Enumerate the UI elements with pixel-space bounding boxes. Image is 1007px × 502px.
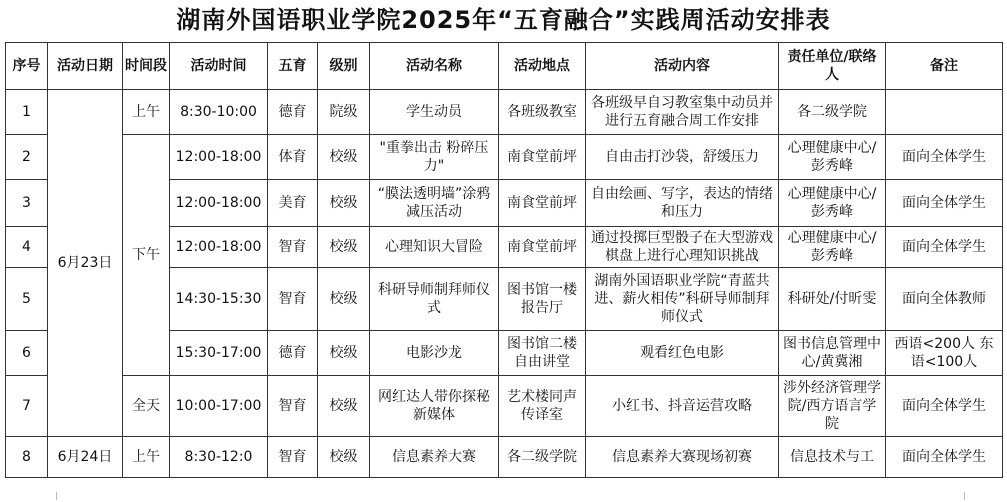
cell-no: 8: [6, 437, 48, 478]
cell-unit: 各二级学院: [779, 90, 886, 135]
cell-unit: 涉外经济管理学院/西方语言学院: [779, 376, 886, 437]
cell-no: 2: [6, 135, 48, 180]
header-cell: 级别: [318, 43, 370, 90]
cell-note: [886, 90, 1003, 135]
cell-date: 6月24日: [48, 437, 123, 478]
cell-period: 全天: [123, 376, 170, 437]
cell-period: 上午: [123, 90, 170, 135]
cell-time: 12:00-18:00: [170, 227, 268, 268]
cell-note: 西语<200人 东语<100人: [886, 331, 1003, 376]
cell-note: 面向全体教师: [886, 268, 1003, 331]
crop-mark: [956, 492, 965, 500]
crop-mark: [56, 492, 65, 500]
cell-yu: 德育: [268, 331, 318, 376]
cell-no: 5: [6, 268, 48, 331]
cell-note: 面向全体学生: [886, 227, 1003, 268]
table-row: [6, 376, 1003, 437]
cell-unit: 信息技术与工: [779, 437, 886, 478]
table-row: [6, 135, 1003, 180]
cell-yu: 智育: [268, 376, 318, 437]
cell-name: 电影沙龙: [370, 331, 499, 376]
cell-yu: 体育: [268, 135, 318, 180]
table-row: [6, 90, 1003, 135]
cell-content: 湖南外国语职业学院“青蓝共进、薪火相传”科研导师制拜师仪式: [586, 268, 779, 331]
cell-place: 南食堂前坪: [499, 227, 586, 268]
cell-no: 6: [6, 331, 48, 376]
cell-no: 4: [6, 227, 48, 268]
cell-yu: 美育: [268, 180, 318, 227]
header-cell: 活动时间: [170, 43, 268, 90]
cell-period: 上午: [123, 437, 170, 478]
cell-level: 校级: [318, 135, 370, 180]
cell-date: 6月23日: [48, 90, 123, 437]
cell-place: 南食堂前坪: [499, 135, 586, 180]
cell-unit: 图书信息管理中心/黄冀湘: [779, 331, 886, 376]
cell-level: 校级: [318, 437, 370, 478]
cell-place: 各二级学院: [499, 437, 586, 478]
cell-unit: 科研处/付昕雯: [779, 268, 886, 331]
cell-time: 8:30-12:0: [170, 437, 268, 478]
cell-name: 心理知识大冒险: [370, 227, 499, 268]
cell-no: 7: [6, 376, 48, 437]
header-cell: 活动日期: [48, 43, 123, 90]
cell-level: 校级: [318, 376, 370, 437]
table-row: [6, 437, 1003, 478]
header-cell: 活动内容: [586, 43, 779, 90]
cell-name: 学生动员: [370, 90, 499, 135]
cell-yu: 德育: [268, 90, 318, 135]
cell-content: 各班级早自习教室集中动员并进行五育融合周工作安排: [586, 90, 779, 135]
cell-place: 图书馆一楼报告厅: [499, 268, 586, 331]
cell-time: 12:00-18:00: [170, 180, 268, 227]
cell-name: 信息素养大赛: [370, 437, 499, 478]
header-cell: 序号: [6, 43, 48, 90]
cell-content: 小红书、抖音运营攻略: [586, 376, 779, 437]
cell-place: 艺术楼同声传译室: [499, 376, 586, 437]
cell-time: 15:30-17:00: [170, 331, 268, 376]
header-cell: 责任单位/联络人: [779, 43, 886, 90]
cell-note: 面向全体学生: [886, 135, 1003, 180]
cell-place: 南食堂前坪: [499, 180, 586, 227]
cell-note: 面向全体学生: [886, 437, 1003, 478]
cell-content: 自由绘画、写字，表达的情绪和压力: [586, 180, 779, 227]
cell-content: 通过投掷巨型骰子在大型游戏棋盘上进行心理知识挑战: [586, 227, 779, 268]
cell-content: 自由击打沙袋，舒缓压力: [586, 135, 779, 180]
cell-time: 10:00-17:00: [170, 376, 268, 437]
header-cell: 备注: [886, 43, 1003, 90]
cell-note: 面向全体学生: [886, 180, 1003, 227]
cell-no: 1: [6, 90, 48, 135]
header-cell: 活动名称: [370, 43, 499, 90]
cell-period: 下午: [123, 135, 170, 376]
header-cell: 时间段: [123, 43, 170, 90]
cell-unit: 心理健康中心/彭秀峰: [779, 227, 886, 268]
cell-time: 14:30-15:30: [170, 268, 268, 331]
cell-note: 面向全体学生: [886, 376, 1003, 437]
cell-name: “膜法透明墙”涂鸦减压活动: [370, 180, 499, 227]
cell-content: 观看红色电影: [586, 331, 779, 376]
cell-yu: 智育: [268, 268, 318, 331]
header-row: [6, 43, 1003, 90]
cell-level: 校级: [318, 268, 370, 331]
cell-level: 校级: [318, 227, 370, 268]
cell-place: 图书馆二楼自由讲堂: [499, 331, 586, 376]
cell-yu: 智育: [268, 227, 318, 268]
cell-unit: 心理健康中心/彭秀峰: [779, 135, 886, 180]
header-cell: 五育: [268, 43, 318, 90]
cell-name: 科研导师制拜师仪式: [370, 268, 499, 331]
schedule-table: [5, 42, 1003, 478]
cell-content: 信息素养大赛现场初赛: [586, 437, 779, 478]
cell-level: 校级: [318, 331, 370, 376]
cell-place: 各班级教室: [499, 90, 586, 135]
page-title: 湖南外国语职业学院2025年“五育融合”实践周活动安排表: [176, 6, 831, 34]
cell-no: 3: [6, 180, 48, 227]
header-cell: 活动地点: [499, 43, 586, 90]
cell-level: 校级: [318, 180, 370, 227]
cell-level: 院级: [318, 90, 370, 135]
cell-name: 网红达人带你探秘新媒体: [370, 376, 499, 437]
cell-yu: 智育: [268, 437, 318, 478]
cell-time: 8:30-10:00: [170, 90, 268, 135]
cell-name: "重拳出击 粉碎压力": [370, 135, 499, 180]
cell-time: 12:00-18:00: [170, 135, 268, 180]
cell-unit: 心理健康中心/彭秀峰: [779, 180, 886, 227]
